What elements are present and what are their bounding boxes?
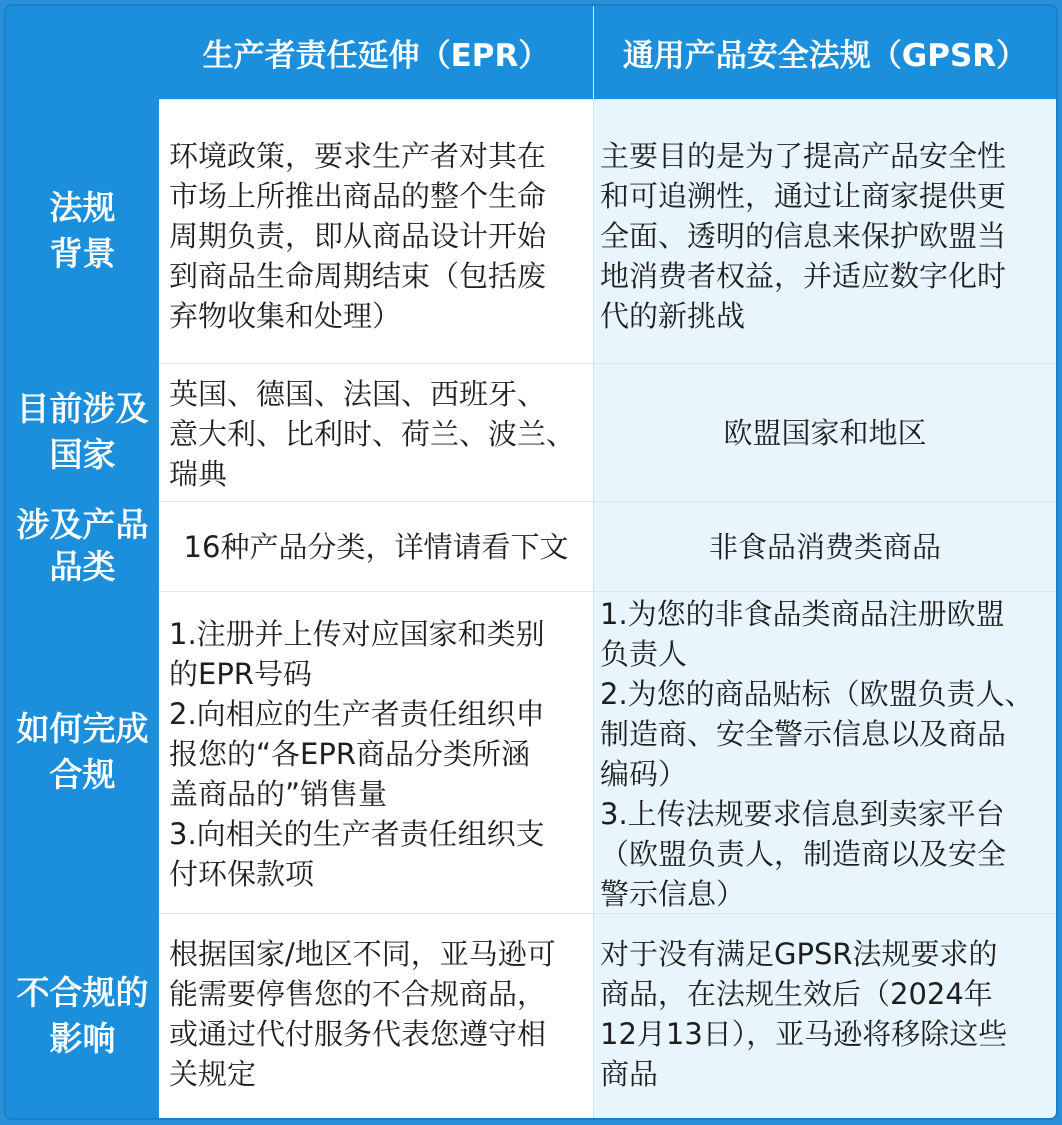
gpsr-cell-background: 主要目的是为了提高产品安全性 和可追溯性，通过让商家提供更 全面、透明的信息来保护欧盟当 地消费者权益，并适应数字化时 代的新挑战: [593, 99, 1056, 363]
row-label-background: 法规 背景: [6, 99, 159, 363]
epr-cell-background: 环境政策，要求生产者对其在 市场上所推出商品的整个生命 周期负责，即从商品设计开始 到商品生命周期结束（包括废 弃物收集和处理）: [159, 99, 593, 363]
epr-cell-impact: 根据国家/地区不同，亚马逊可 能需要停售您的不合规商品， 或通过代付服务代表您遵守相 关规定: [159, 913, 593, 1118]
header-corner-cell: [6, 6, 159, 99]
table-row-countries: [6, 363, 1056, 501]
gpsr-cell-compliance: 1.为您的非食品类商品注册欧盟 负责人 2.为您的商品贴标（欧盟负责人、 制造商、安全警示信息以及商品 编码） 3.上传法规要求信息到卖家平台 （欧盟负责人，制造商以及安全 警示信息）: [593, 591, 1056, 913]
table-header-row: [6, 6, 1056, 99]
header-gpsr: 通用产品安全法规（GPSR）: [593, 6, 1056, 99]
row-label-categories: 涉及产品 品类: [6, 501, 159, 591]
table-row-noncompliance-impact: [6, 913, 1056, 1118]
table-row-regulation-background: [6, 99, 1056, 363]
gpsr-cell-impact: 对于没有满足GPSR法规要求的 商品，在法规生效后（2024年 12月13日），亚马逊将移除这些 商品: [593, 913, 1056, 1118]
comparison-table: [4, 4, 1058, 1120]
gpsr-cell-countries: 欧盟国家和地区: [593, 363, 1056, 501]
epr-cell-compliance: 1.注册并上传对应国家和类别 的EPR号码 2.向相应的生产者责任组织申 报您的“各EPR商品分类所涵 盖商品的”销售量 3.向相关的生产者责任组织支 付环保款项: [159, 591, 593, 913]
gpsr-cell-categories: 非食品消费类商品: [593, 501, 1056, 591]
row-label-compliance: 如何完成 合规: [6, 591, 159, 913]
table-row-compliance: [6, 591, 1056, 913]
row-label-impact: 不合规的 影响: [6, 913, 159, 1118]
epr-cell-countries: 英国、德国、法国、西班牙、 意大利、比利时、荷兰、波兰、 瑞典: [159, 363, 593, 501]
epr-cell-categories: 16种产品分类，详情请看下文: [159, 501, 593, 591]
table-row-product-categories: [6, 501, 1056, 591]
header-epr: 生产者责任延伸（EPR）: [159, 6, 593, 99]
row-label-countries: 目前涉及 国家: [6, 363, 159, 501]
